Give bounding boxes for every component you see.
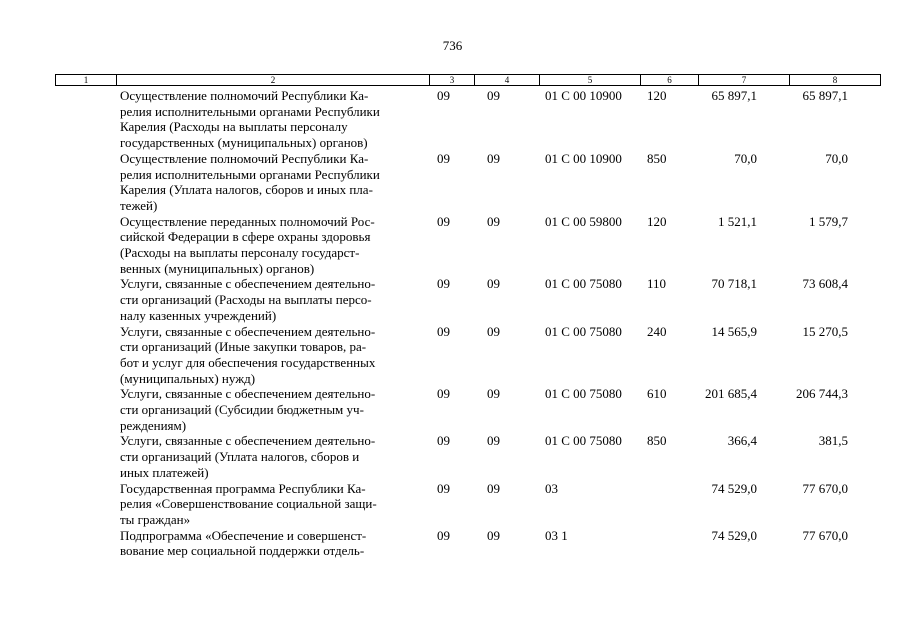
row-amount-col7: 14 565,9 [711,323,757,339]
row-section: 09 [437,323,450,339]
row-subsection: 09 [487,386,500,402]
row-target-article: 01 С 00 10900 [545,88,622,103]
row-section: 09 [437,88,450,103]
column-number-7: 7 [699,75,790,86]
row-description: Подпрограмма «Обеспечение и совершенст- вование мер социальной поддержки отдель- [120,527,367,559]
row-amount-col7: 201 685,4 [705,386,757,402]
row-amount-col7: 74 529,0 [711,527,757,543]
row-subsection: 09 [487,527,500,543]
table-row [55,481,880,528]
row-target-article: 03 [545,480,558,496]
row-expense-type: 110 [647,276,667,292]
table-row [55,151,880,214]
column-number-3: 3 [430,75,475,86]
row-section: 09 [437,213,450,229]
column-number-8: 8 [790,75,881,86]
row-amount-col8: 65 897,1 [802,88,848,103]
row-amount-col7: 1 521,1 [718,213,757,229]
row-subsection: 09 [487,480,500,496]
row-subsection: 09 [487,433,500,449]
row-section: 09 [437,433,450,449]
row-section: 09 [437,480,450,496]
column-number-2: 2 [117,75,430,86]
row-expense-type: 240 [647,323,667,339]
row-expense-type: 120 [647,88,667,103]
row-description: Государственная программа Республики Ка- релия «Совершенствование социальной защи- ты граждан» [120,480,377,527]
column-number-row [56,75,881,86]
table-row [55,276,880,323]
row-description: Услуги, связанные с обеспечением деятельно- сти организаций (Субсидии бюджетным уч- реждениям) [120,386,376,433]
table-row [55,324,880,387]
column-number-4: 4 [475,75,540,86]
row-expense-type: 610 [647,386,667,402]
row-amount-col7: 74 529,0 [711,480,757,496]
row-subsection: 09 [487,276,500,292]
page-number: 736 [442,38,463,53]
row-amount-col8: 206 744,3 [796,386,848,402]
row-target-article: 01 С 00 59800 [545,213,622,229]
row-section: 09 [437,386,450,402]
row-amount-col8: 77 670,0 [802,527,848,543]
row-description: Услуги, связанные с обеспечением деятельно- сти организаций (Расходы на выплаты персо- налу казенных учреждений) [120,276,376,323]
column-header-table [55,74,881,86]
row-amount-col8: 77 670,0 [802,480,848,496]
row-amount-col8: 381,5 [818,433,848,449]
row-amount-col8: 1 579,7 [809,213,848,229]
row-description: Осуществление полномочий Республики Ка- релия исполнительными органами Республики Карелия (Уплата налогов, сборов и иных пла- тежей) [120,150,380,213]
row-subsection: 09 [487,213,500,229]
row-target-article: 01 С 00 75080 [545,433,622,449]
row-description: Услуги, связанные с обеспечением деятельно- сти организаций (Уплата налогов, сборов и иных платежей) [120,433,376,480]
row-amount-col7: 70,0 [734,150,757,166]
table-row [55,214,880,277]
table-row [55,88,880,151]
budget-rows [55,88,880,559]
row-amount-col8: 15 270,5 [802,323,848,339]
row-expense-type: 850 [647,150,667,166]
row-amount-col7: 366,4 [727,433,757,449]
row-description: Услуги, связанные с обеспечением деятельно- сти организаций (Иные закупки товаров, ра- бот и услуг для обеспечения государственных (муниципальных) нужд) [120,323,376,386]
row-target-article: 01 С 00 75080 [545,386,622,402]
table-row [55,528,880,559]
row-target-article: 03 1 [545,527,568,543]
row-amount-col8: 73 608,4 [802,276,848,292]
row-section: 09 [437,150,450,166]
table-row [55,433,880,480]
column-number-5: 5 [540,75,641,86]
column-number-6: 6 [641,75,699,86]
row-section: 09 [437,527,450,543]
row-amount-col7: 65 897,1 [711,88,757,103]
row-description: Осуществление переданных полномочий Рос- сийской Федерации в сфере охраны здоровья (Расходы на выплаты персоналу государст- венных (муниципальных) органов) [120,213,375,276]
row-target-article: 01 С 00 75080 [545,323,622,339]
row-subsection: 09 [487,88,500,103]
row-target-article: 01 С 00 10900 [545,150,622,166]
row-subsection: 09 [487,150,500,166]
row-expense-type: 850 [647,433,667,449]
row-expense-type: 120 [647,213,667,229]
column-number-1: 1 [56,75,117,86]
row-subsection: 09 [487,323,500,339]
row-amount-col7: 70 718,1 [711,276,757,292]
row-amount-col8: 70,0 [825,150,848,166]
row-section: 09 [437,276,450,292]
table-row [55,386,880,433]
row-description: Осуществление полномочий Республики Ка- релия исполнительными органами Республики Карелия (Расходы на выплаты персоналу государственных (муниципальных) органов) [120,88,380,151]
row-target-article: 01 С 00 75080 [545,276,622,292]
